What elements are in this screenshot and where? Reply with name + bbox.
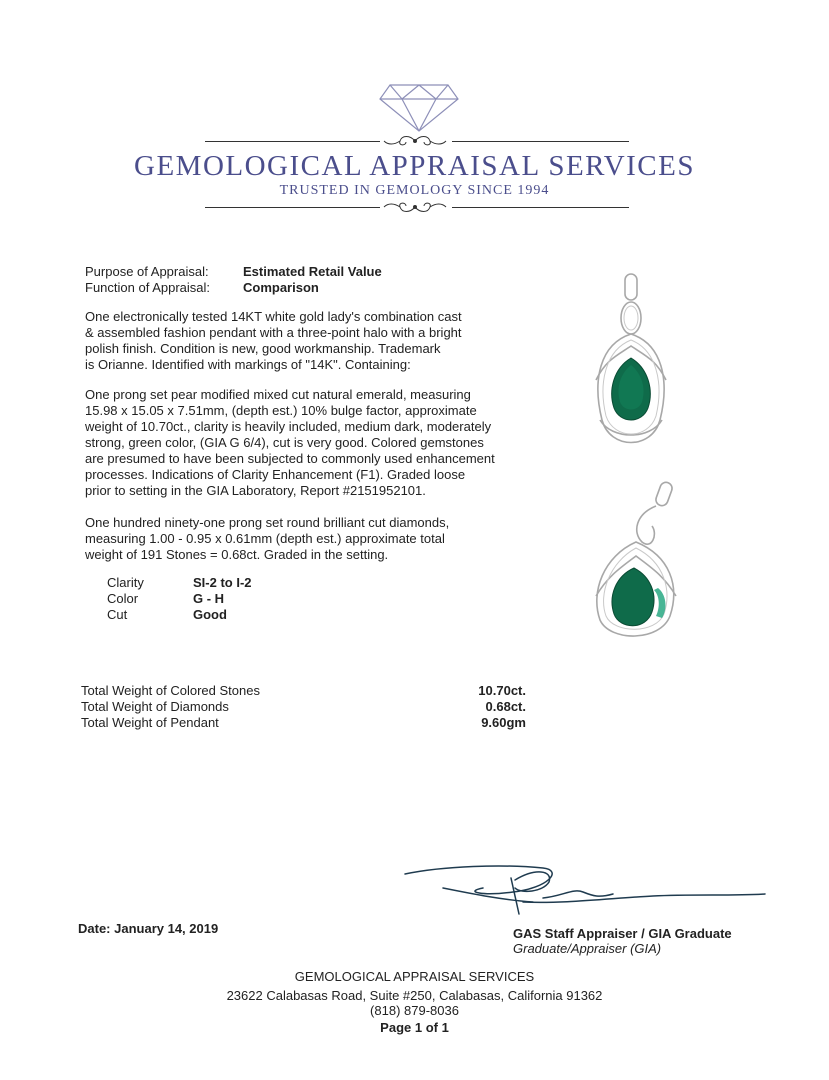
footer-company: GEMOLOGICAL APPRAISAL SERVICES [294, 969, 535, 984]
total-diamonds-label: Total Weight of Diamonds [81, 699, 229, 714]
pendant-front-image [586, 270, 676, 466]
text-line: is Orianne. Identified with markings of "14K". Containing: [85, 357, 411, 372]
total-pendant-label: Total Weight of Pendant [81, 715, 219, 730]
appraiser-title: GAS Staff Appraiser / GIA Graduate [513, 926, 732, 941]
company-tagline: TRUSTED IN GEMOLOGY SINCE 1994 [279, 183, 550, 198]
description-paragraph-3 [85, 515, 449, 563]
text-line: 15.98 x 15.05 x 7.51mm, (depth est.) 10% bulge factor, approximate [85, 403, 477, 418]
diamond-logo-icon [378, 83, 460, 133]
text-line: processes. Indications of Clarity Enhancement (F1). Graded loose [85, 467, 466, 482]
header-rule-top-right [452, 141, 629, 142]
description-paragraph-2 [85, 387, 495, 499]
text-line: prior to setting in the GIA Laboratory, Report #2151952101. [85, 483, 426, 498]
header-rule-bottom [205, 207, 380, 208]
company-name: GEMOLOGICAL APPRAISAL SERVICES [134, 150, 695, 182]
header-rule-top [205, 141, 380, 142]
grading-value-color: G - H [193, 591, 225, 606]
pendant-angled-image [586, 476, 686, 646]
purpose-value: Estimated Retail Value [243, 264, 382, 279]
text-line: One hundred ninety-one prong set round brilliant cut diamonds, [85, 515, 450, 530]
total-colored-stones-value: 10.70ct. [478, 683, 526, 698]
footer-phone: (818) 879-8036 [370, 1003, 459, 1018]
flourish-bottom-icon [380, 199, 450, 215]
text-line: weight of 191 Stones = 0.68ct. Graded in the setting. [85, 547, 389, 562]
footer-address: 23622 Calabasas Road, Suite #250, Calabasas, California 91362 [226, 988, 603, 1003]
appraiser-subtitle: Graduate/Appraiser (GIA) [513, 941, 662, 956]
text-line: & assembled fashion pendant with a three-point halo with a bright [85, 325, 462, 340]
text-line: strong, green color, (GIA G 6/4), cut is very good. Colored gemstones [85, 435, 484, 450]
grading-value-cut: Good [193, 607, 227, 622]
function-label: Function of Appraisal: [85, 280, 211, 295]
total-colored-stones-label: Total Weight of Colored Stones [81, 683, 260, 698]
grading-value-clarity: SI-2 to I-2 [193, 575, 252, 590]
grading-label-cut: Cut [107, 607, 128, 622]
text-line: weight of 10.70ct., clarity is heavily included, medium dark, moderately [85, 419, 492, 434]
total-diamonds-value: 0.68ct. [485, 699, 526, 714]
text-line: One electronically tested 14KT white gold lady's combination cast [85, 309, 462, 324]
header-rule-bottom-right [452, 207, 629, 208]
text-line: polish finish. Condition is new, good workmanship. Trademark [85, 341, 441, 356]
grading-label-color: Color [107, 591, 139, 606]
total-pendant-value: 9.60gm [481, 715, 526, 730]
appraiser-signature [403, 858, 768, 920]
text-line: are presumed to have been subjected to commonly used enhancement [85, 451, 495, 466]
text-line: measuring 1.00 - 0.95 x 0.61mm (depth est.) approximate total [85, 531, 445, 546]
description-paragraph-1 [85, 309, 462, 373]
text-line: One prong set pear modified mixed cut natural emerald, measuring [85, 387, 471, 402]
page-number: Page 1 of 1 [380, 1020, 449, 1035]
function-value: Comparison [243, 280, 319, 295]
purpose-label: Purpose of Appraisal: [85, 264, 209, 279]
grading-label-clarity: Clarity [107, 575, 144, 590]
appraisal-date: Date: January 14, 2019 [78, 921, 219, 936]
flourish-top-icon [380, 133, 450, 149]
